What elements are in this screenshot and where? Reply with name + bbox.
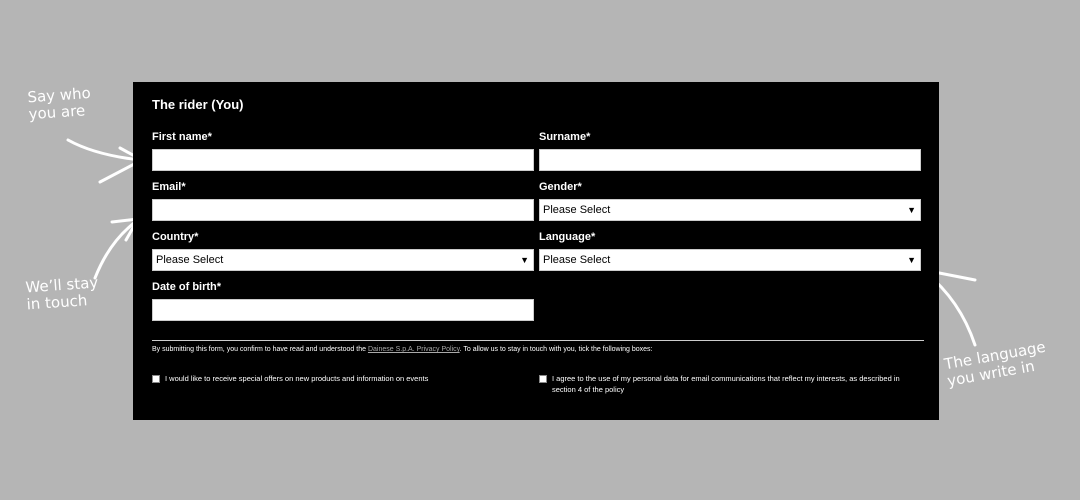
data-consent-checkbox-row[interactable]	[539, 373, 924, 395]
privacy-policy-link[interactable]: Dainese S.p.A. Privacy Policy	[367, 346, 460, 353]
chevron-down-icon: ▼	[907, 204, 916, 215]
language-label: Language*	[539, 231, 596, 243]
surname-label: Surname*	[539, 131, 591, 143]
offers-checkbox-label: I would like to receive special offers on new products and information on events	[165, 374, 429, 383]
rider-form	[133, 82, 939, 420]
dob-input[interactable]	[152, 299, 534, 321]
language-select[interactable]	[539, 249, 921, 271]
consent-text	[152, 346, 653, 353]
annotation-touch: We’ll stay in touch	[24, 273, 99, 314]
offers-checkbox-row[interactable]	[152, 373, 522, 384]
country-select[interactable]	[152, 249, 534, 271]
consent-text-pre: By submitting this form, you confirm to have read and understood the	[152, 346, 368, 353]
annotation-who: Say who you are	[26, 83, 92, 124]
gender-label: Gender*	[539, 181, 582, 193]
form-divider	[152, 340, 924, 341]
form-title: The rider (You)	[152, 97, 244, 112]
country-select-value: Please Select	[156, 254, 224, 266]
offers-checkbox[interactable]	[152, 375, 160, 383]
dob-label: Date of birth*	[152, 281, 222, 293]
gender-select[interactable]	[539, 199, 921, 221]
data-consent-checkbox[interactable]	[539, 375, 547, 383]
gender-select-value: Please Select	[543, 204, 611, 216]
email-input[interactable]	[152, 199, 534, 221]
consent-text-post: . To allow us to stay in touch with you, tick the following boxes:	[459, 346, 653, 353]
email-label: Email*	[152, 181, 186, 193]
chevron-down-icon: ▼	[907, 254, 916, 265]
country-label: Country*	[152, 231, 199, 243]
first-name-input[interactable]	[152, 149, 534, 171]
chevron-down-icon: ▼	[520, 254, 529, 265]
annotation-language: The language you write in	[942, 337, 1047, 391]
surname-input[interactable]	[539, 149, 921, 171]
first-name-label: First name*	[152, 131, 212, 143]
arrow-who	[68, 140, 140, 160]
data-consent-checkbox-label: I agree to the use of my personal data for email communications that reflect my interests, as described in section 4 of the policy	[552, 374, 900, 394]
language-select-value: Please Select	[543, 254, 611, 266]
